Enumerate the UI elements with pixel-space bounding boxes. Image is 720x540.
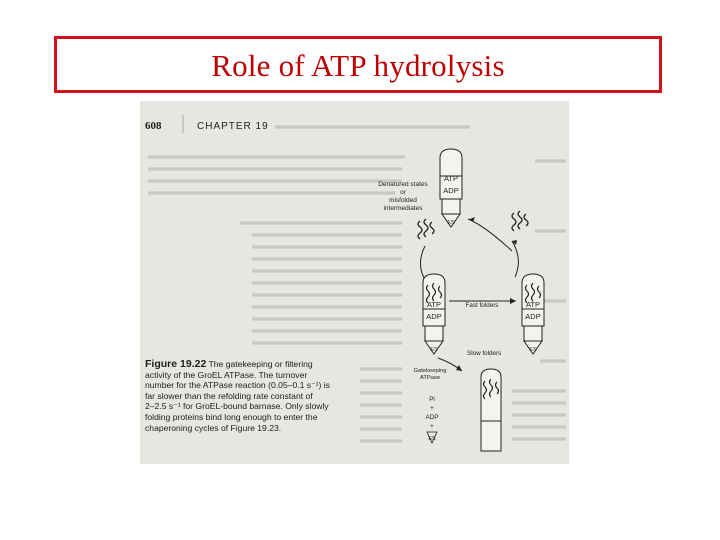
atp-label-right: ATP — [525, 300, 541, 309]
adp-label-left: ADP — [426, 312, 442, 321]
adp-label-top: ADP — [443, 186, 459, 195]
scanned-textbook-page — [140, 101, 569, 464]
plus-1: + — [430, 405, 434, 412]
slow-folders-label: Slow folders — [467, 350, 502, 357]
caption-line-1: The gatekeeping or filtering — [208, 359, 313, 369]
caption-line-2: activity of the GroEL ATPase. The turnover — [145, 369, 308, 380]
arrowheads — [425, 217, 518, 283]
caption-line-5: 2–2.5 s⁻¹ for GroEL-bound barnase. Only slowly — [145, 401, 329, 412]
cycle-arrows — [420, 219, 518, 283]
caption-line-4: far slower than the refolding rate constant of — [145, 390, 313, 401]
caption-line-3: number for the ATPase reaction (0.05–0.1 s⁻¹) is — [145, 380, 330, 391]
adp-label-right: ADP — [525, 312, 541, 321]
gatekeeping-label-2: ATPase — [419, 375, 441, 381]
caption-line-6: folding proteins bind long enough to enter the — [145, 411, 318, 422]
denatured-label-3: misfolded — [389, 197, 417, 204]
adp-label-bottom: ADP — [425, 414, 439, 421]
misfolded-protein-left — [418, 219, 434, 239]
fast-folders-arrowhead — [510, 298, 516, 304]
plus-2: + — [430, 423, 434, 430]
misfolded-protein-right — [512, 211, 528, 231]
atp-label-left: ATP — [426, 300, 442, 309]
gatekeeping-label-1: Gatekeeping — [413, 368, 447, 374]
denatured-label-4: intermediates — [383, 205, 423, 212]
pi-label: Pi — [429, 396, 435, 403]
es-label-left: ES — [430, 347, 438, 353]
fast-folders-label: Fast folders — [465, 302, 499, 309]
figure-caption — [145, 359, 355, 433]
es-label-top: ES — [447, 220, 455, 226]
slow-folders-arrowhead — [456, 365, 462, 371]
caption-line-7: chaperoning cycles of Figure 19.23. — [145, 422, 282, 433]
page-number: 608 — [145, 120, 162, 132]
atp-label-top: ATP — [443, 174, 459, 183]
figure-label: Figure 19.22 — [145, 358, 207, 370]
es-label-bottom: ES — [428, 436, 436, 442]
denatured-label-2: or — [400, 189, 406, 196]
slide-title-box — [54, 36, 662, 93]
denatured-label-1: Denatured states — [378, 181, 428, 188]
es-label-right: ES — [529, 347, 537, 353]
chapter-heading: CHAPTER 19 — [197, 121, 269, 132]
slide-title: Role of ATP hydrolysis — [211, 47, 505, 83]
